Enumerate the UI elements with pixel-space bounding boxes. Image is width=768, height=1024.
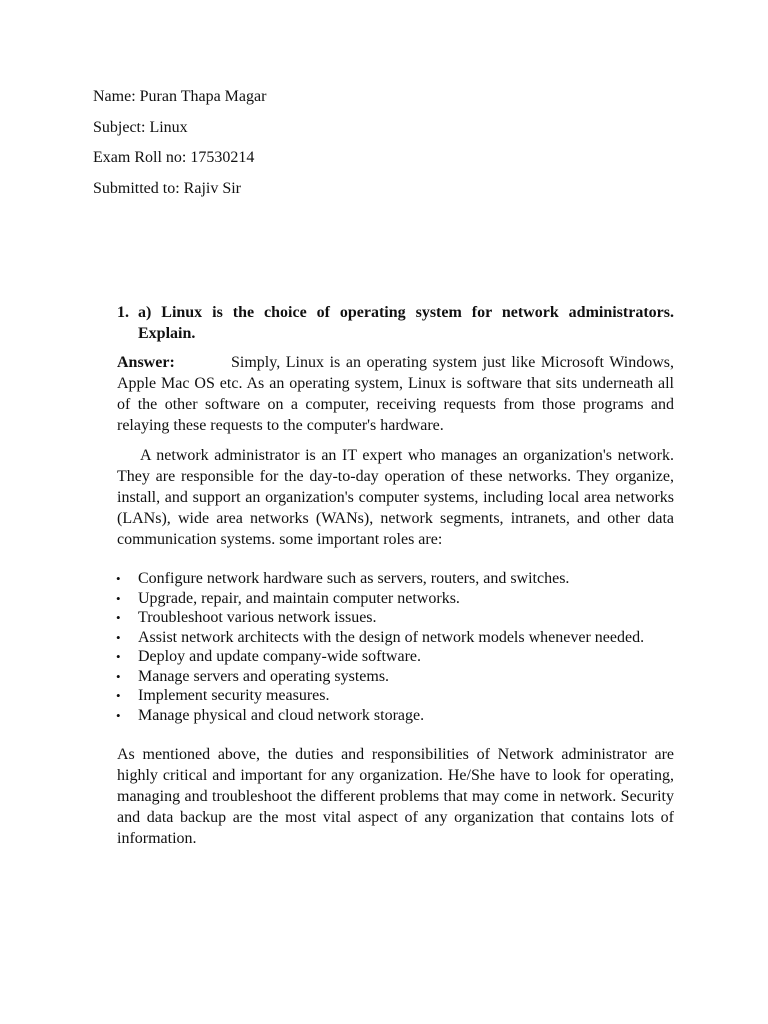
- question-number: 1.: [117, 304, 129, 321]
- role-list-item: [116, 608, 674, 628]
- question-text: a) Linux is the choice of operating system for network administrators. Explain.: [138, 304, 674, 342]
- role-list-item: [116, 686, 674, 706]
- student-name: Name: Puran Thapa Magar: [93, 88, 267, 105]
- network-admin-paragraph: A network administrator is an IT expert who manages an organization's network. They are responsible for the day-to-day operation of these networks. They organize, install, and support an organization's computer systems, including local area networks (LANs), wide area networks (WANs), network segments, intranets, and other data communication systems. some important roles are:: [117, 447, 674, 548]
- exam-roll-number: Exam Roll no: 17530214: [93, 149, 255, 166]
- role-text: Upgrade, repair, and maintain computer networks.: [138, 589, 460, 607]
- bullet-icon: •: [116, 610, 121, 625]
- bullet-icon: •: [116, 571, 121, 586]
- role-text: Deploy and update company-wide software.: [138, 648, 422, 665]
- role-list-item: [116, 589, 674, 609]
- role-list-item: [116, 628, 674, 648]
- role-text: Assist network architects with the design of network models whenever needed.: [138, 628, 645, 646]
- submitted-to: Submitted to: Rajiv Sir: [93, 179, 242, 197]
- question-heading: [117, 302, 674, 344]
- answer-label: Answer:: [117, 354, 175, 371]
- bullet-icon: •: [116, 688, 121, 703]
- role-list-item: [116, 647, 674, 667]
- role-list-item: [116, 569, 674, 589]
- answer-intro-paragraph: [117, 352, 674, 436]
- answer-content: [117, 302, 674, 849]
- role-text: Implement security measures.: [138, 687, 330, 704]
- roles-list: [116, 569, 674, 725]
- role-list-item: [116, 667, 674, 687]
- bullet-icon: •: [116, 707, 121, 723]
- role-list-item: [116, 706, 674, 726]
- role-text: Manage servers and operating systems.: [138, 667, 390, 685]
- answer-intro-text: Simply, Linux is an operating system just like Microsoft Windows, Apple Mac OS etc. As an operating system, Linux is software that sits underneath all of the other software on a computer, receiving requests from those programs and relaying these requests to the computer's hardware.: [117, 354, 674, 434]
- role-text: Manage physical and cloud network storage.: [138, 706, 425, 724]
- student-info-block: [93, 87, 266, 209]
- bullet-icon: •: [116, 649, 121, 664]
- subject-line: Subject: Linux: [93, 118, 188, 136]
- closing-paragraph: As mentioned above, the duties and responsibilities of Network administrator are highly critical and important for any organization. He/She have to look for operating, managing and troubleshoot the different problems that may come in network. Security and data backup are the most vital aspect of any organization that contains lots of information.: [117, 746, 674, 847]
- bullet-icon: •: [116, 668, 121, 684]
- bullet-icon: •: [116, 590, 121, 606]
- bullet-icon: •: [116, 629, 121, 645]
- role-text: Configure network hardware such as servers, routers, and switches.: [138, 570, 570, 587]
- role-text: Troubleshoot various network issues.: [138, 609, 377, 626]
